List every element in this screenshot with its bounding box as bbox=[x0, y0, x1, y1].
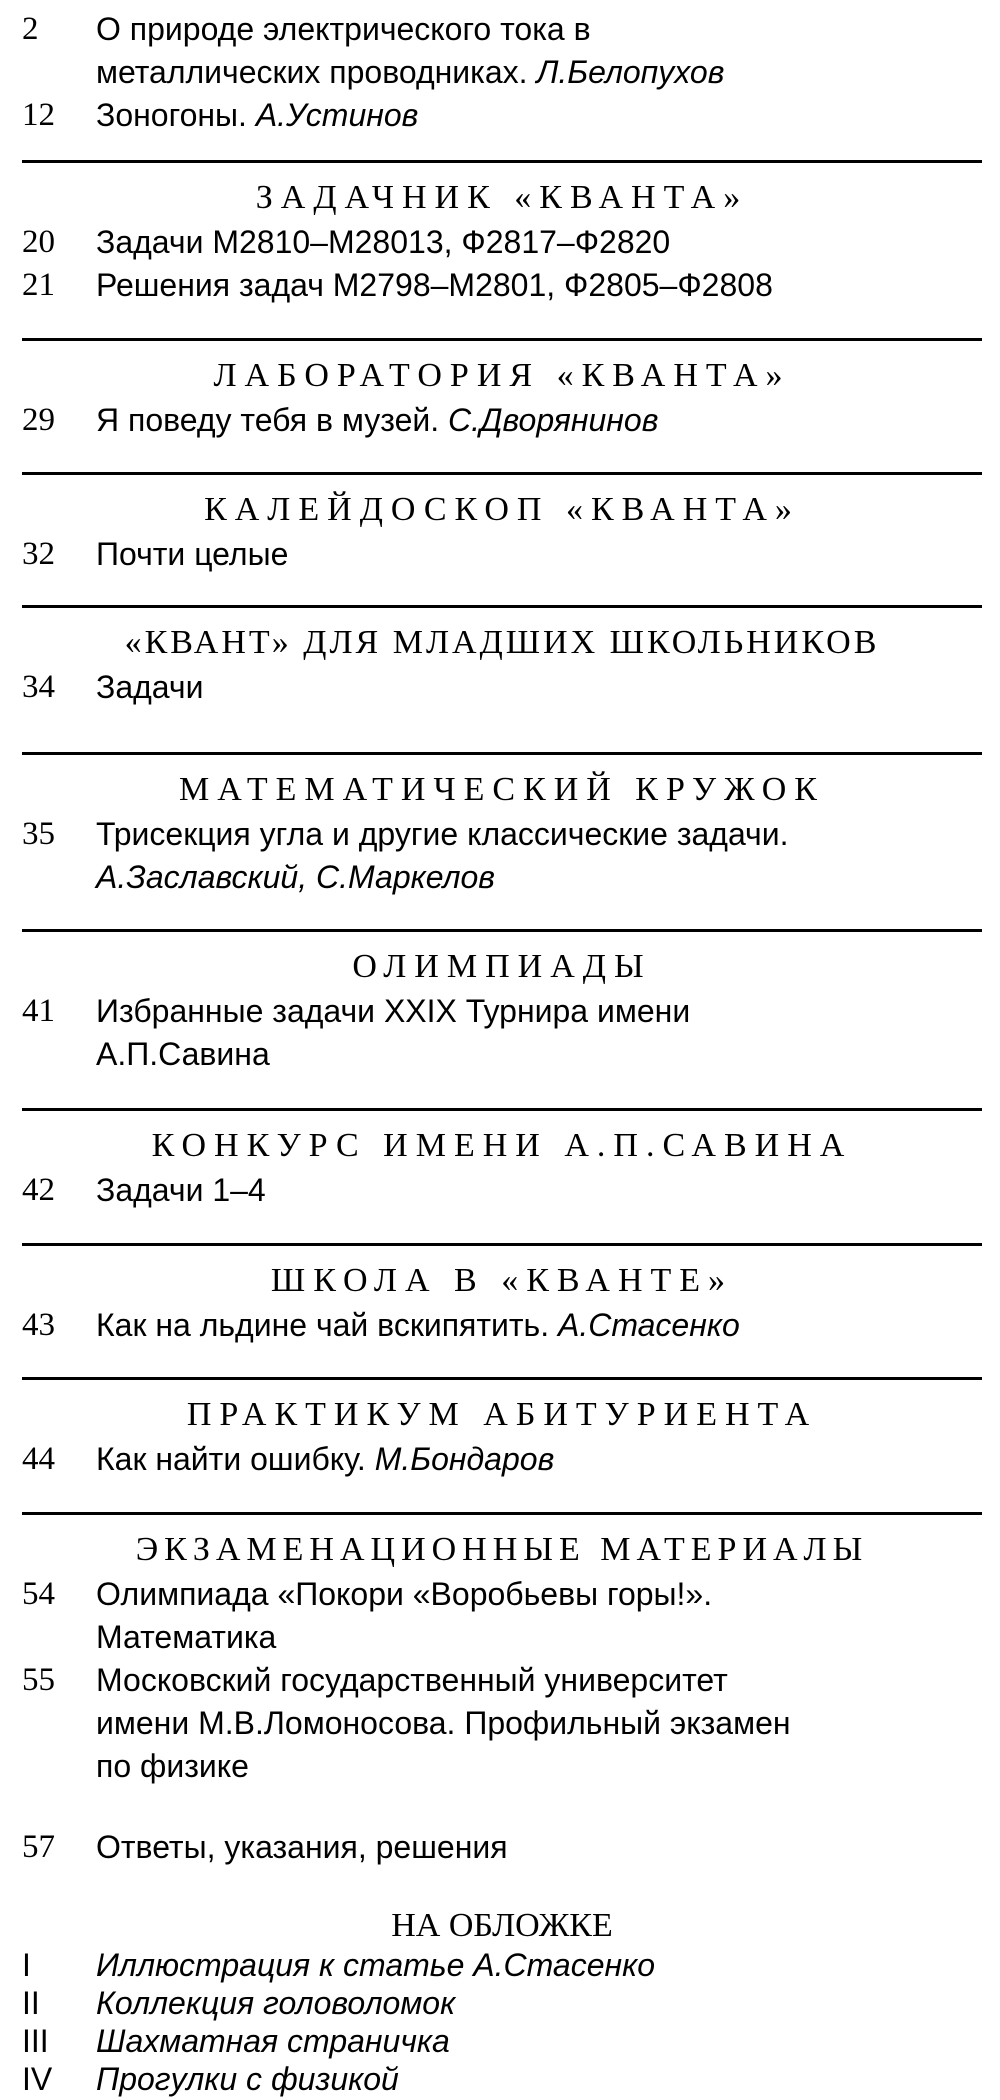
page-number: 54 bbox=[22, 1576, 55, 1612]
page-number: 57 bbox=[22, 1829, 55, 1865]
cover-number: III bbox=[22, 2023, 49, 2059]
toc-entry[interactable] bbox=[22, 1304, 982, 1347]
cover-text: Иллюстрация к статье А.Стасенко bbox=[96, 1947, 656, 1983]
toc-entry[interactable] bbox=[22, 8, 982, 94]
section-heading: КОНКУРС ИМЕНИ А.П.САВИНА bbox=[22, 1108, 982, 1169]
page-number: 42 bbox=[22, 1172, 55, 1208]
entry-title: Задачи 1–4 bbox=[96, 1172, 266, 1208]
entry-title: Как найти ошибку. М.Бондаров bbox=[96, 1441, 555, 1477]
section-konkurs bbox=[22, 1108, 982, 1212]
entry-title: Задачи М2810–М28013, Ф2817–Ф2820 bbox=[96, 224, 671, 260]
page-number: 55 bbox=[22, 1662, 55, 1698]
page-number: 43 bbox=[22, 1307, 55, 1343]
cover-item[interactable] bbox=[22, 1946, 982, 1984]
intro-section bbox=[22, 8, 982, 137]
section-mladshie bbox=[22, 605, 982, 709]
entry-title: Я поведу тебя в музей. С.Дворянинов bbox=[96, 402, 659, 438]
section-kaleidoskop bbox=[22, 472, 982, 576]
cover-text: Шахматная страничка bbox=[96, 2023, 450, 2059]
cover-text: Коллекция головоломок bbox=[96, 1985, 456, 2021]
toc-entry[interactable] bbox=[22, 94, 982, 137]
page-number: 12 bbox=[22, 97, 55, 133]
entry-title: Избранные задачи XXIX Турнира имени А.П.Савина bbox=[96, 993, 691, 1072]
entry-author: С.Дворянинов bbox=[448, 402, 659, 438]
section-heading: «КВАНТ» ДЛЯ МЛАДШИХ ШКОЛЬНИКОВ bbox=[22, 605, 982, 666]
page-number: 41 bbox=[22, 993, 55, 1029]
section-heading: ПРАКТИКУМ АБИТУРИЕНТА bbox=[22, 1377, 982, 1438]
section-heading: ШКОЛА В «КВАНТЕ» bbox=[22, 1243, 982, 1304]
cover-text: Прогулки с физикой bbox=[96, 2061, 399, 2097]
entry-title: О природе электрического тока в металлических проводниках. Л.Белопухов bbox=[96, 11, 725, 90]
section-praktikum bbox=[22, 1377, 982, 1481]
section-ekzamen bbox=[22, 1512, 982, 1788]
section-heading: ЭКЗАМЕНАЦИОННЫЕ МАТЕРИАЛЫ bbox=[22, 1512, 982, 1573]
entry-author: М.Бондаров bbox=[374, 1441, 555, 1477]
toc-entry[interactable] bbox=[22, 990, 982, 1076]
cover-item[interactable] bbox=[22, 1984, 982, 2022]
toc-entry[interactable] bbox=[22, 264, 982, 307]
toc-entry[interactable] bbox=[22, 1438, 982, 1481]
section-laboratoriya bbox=[22, 338, 982, 442]
section-heading: МАТЕМАТИЧЕСКИЙ КРУЖОК bbox=[22, 752, 982, 813]
section-heading: ЗАДАЧНИК «КВАНТА» bbox=[22, 160, 982, 221]
toc-entry[interactable] bbox=[22, 1826, 982, 1869]
toc-entry[interactable] bbox=[22, 399, 982, 442]
page-number: 34 bbox=[22, 669, 55, 705]
section-heading: ОЛИМПИАДЫ bbox=[22, 929, 982, 990]
section-zadachnik bbox=[22, 160, 982, 307]
toc-entry[interactable] bbox=[22, 221, 982, 264]
entry-author: А.Стасенко bbox=[557, 1307, 740, 1343]
cover-number: I bbox=[22, 1947, 31, 1983]
page-number: 35 bbox=[22, 816, 55, 852]
page-number: 29 bbox=[22, 402, 55, 438]
page-number: 20 bbox=[22, 224, 55, 260]
section-matkruzhok bbox=[22, 752, 982, 899]
page-number: 32 bbox=[22, 536, 55, 572]
entry-title: Ответы, указания, решения bbox=[96, 1829, 508, 1865]
page-number: 2 bbox=[22, 11, 39, 47]
section-heading: НА ОБЛОЖКЕ bbox=[391, 1907, 613, 1944]
answers-section bbox=[22, 1826, 982, 1869]
entry-author: Л.Белопухов bbox=[536, 54, 725, 90]
section-shkola bbox=[22, 1243, 982, 1347]
entry-title: Как на льдине чай вскипятить. А.Стасенко bbox=[96, 1307, 740, 1343]
cover-item[interactable] bbox=[22, 2060, 982, 2098]
entry-title: Почти целые bbox=[96, 536, 289, 572]
section-olimpiady bbox=[22, 929, 982, 1076]
section-heading: ЛАБОРАТОРИЯ «КВАНТА» bbox=[22, 338, 982, 399]
entry-title: Задачи bbox=[96, 669, 204, 705]
entry-title: Олимпиада «Покори «Воробьевы горы!». Математика bbox=[96, 1576, 713, 1655]
toc-entry[interactable] bbox=[22, 1659, 982, 1788]
cover-number: II bbox=[22, 1985, 40, 2021]
entry-title: Зоногоны. А.Устинов bbox=[96, 97, 419, 133]
entry-author: А.Заславский, С.Маркелов bbox=[96, 859, 495, 895]
cover-item[interactable] bbox=[22, 2022, 982, 2060]
toc-entry[interactable] bbox=[22, 813, 982, 899]
toc-entry[interactable] bbox=[22, 533, 982, 576]
entry-title: Решения задач М2798–М2801, Ф2805–Ф2808 bbox=[96, 267, 773, 303]
cover-number: IV bbox=[22, 2061, 53, 2097]
page-number: 21 bbox=[22, 267, 55, 303]
toc-entry[interactable] bbox=[22, 1573, 982, 1659]
entry-author: А.Устинов bbox=[255, 97, 419, 133]
cover-section bbox=[22, 1900, 982, 2098]
section-heading: КАЛЕЙДОСКОП «КВАНТА» bbox=[22, 472, 982, 533]
entry-title: Трисекция угла и другие классические задачи. А.Заславский, С.Маркелов bbox=[96, 816, 789, 895]
toc-entry[interactable] bbox=[22, 666, 982, 709]
entry-title: Московский государственный университет имени М.В.Ломоносова. Профильный экзамен по физике bbox=[96, 1662, 791, 1784]
page-number: 44 bbox=[22, 1441, 55, 1477]
toc-entry[interactable] bbox=[22, 1169, 982, 1212]
